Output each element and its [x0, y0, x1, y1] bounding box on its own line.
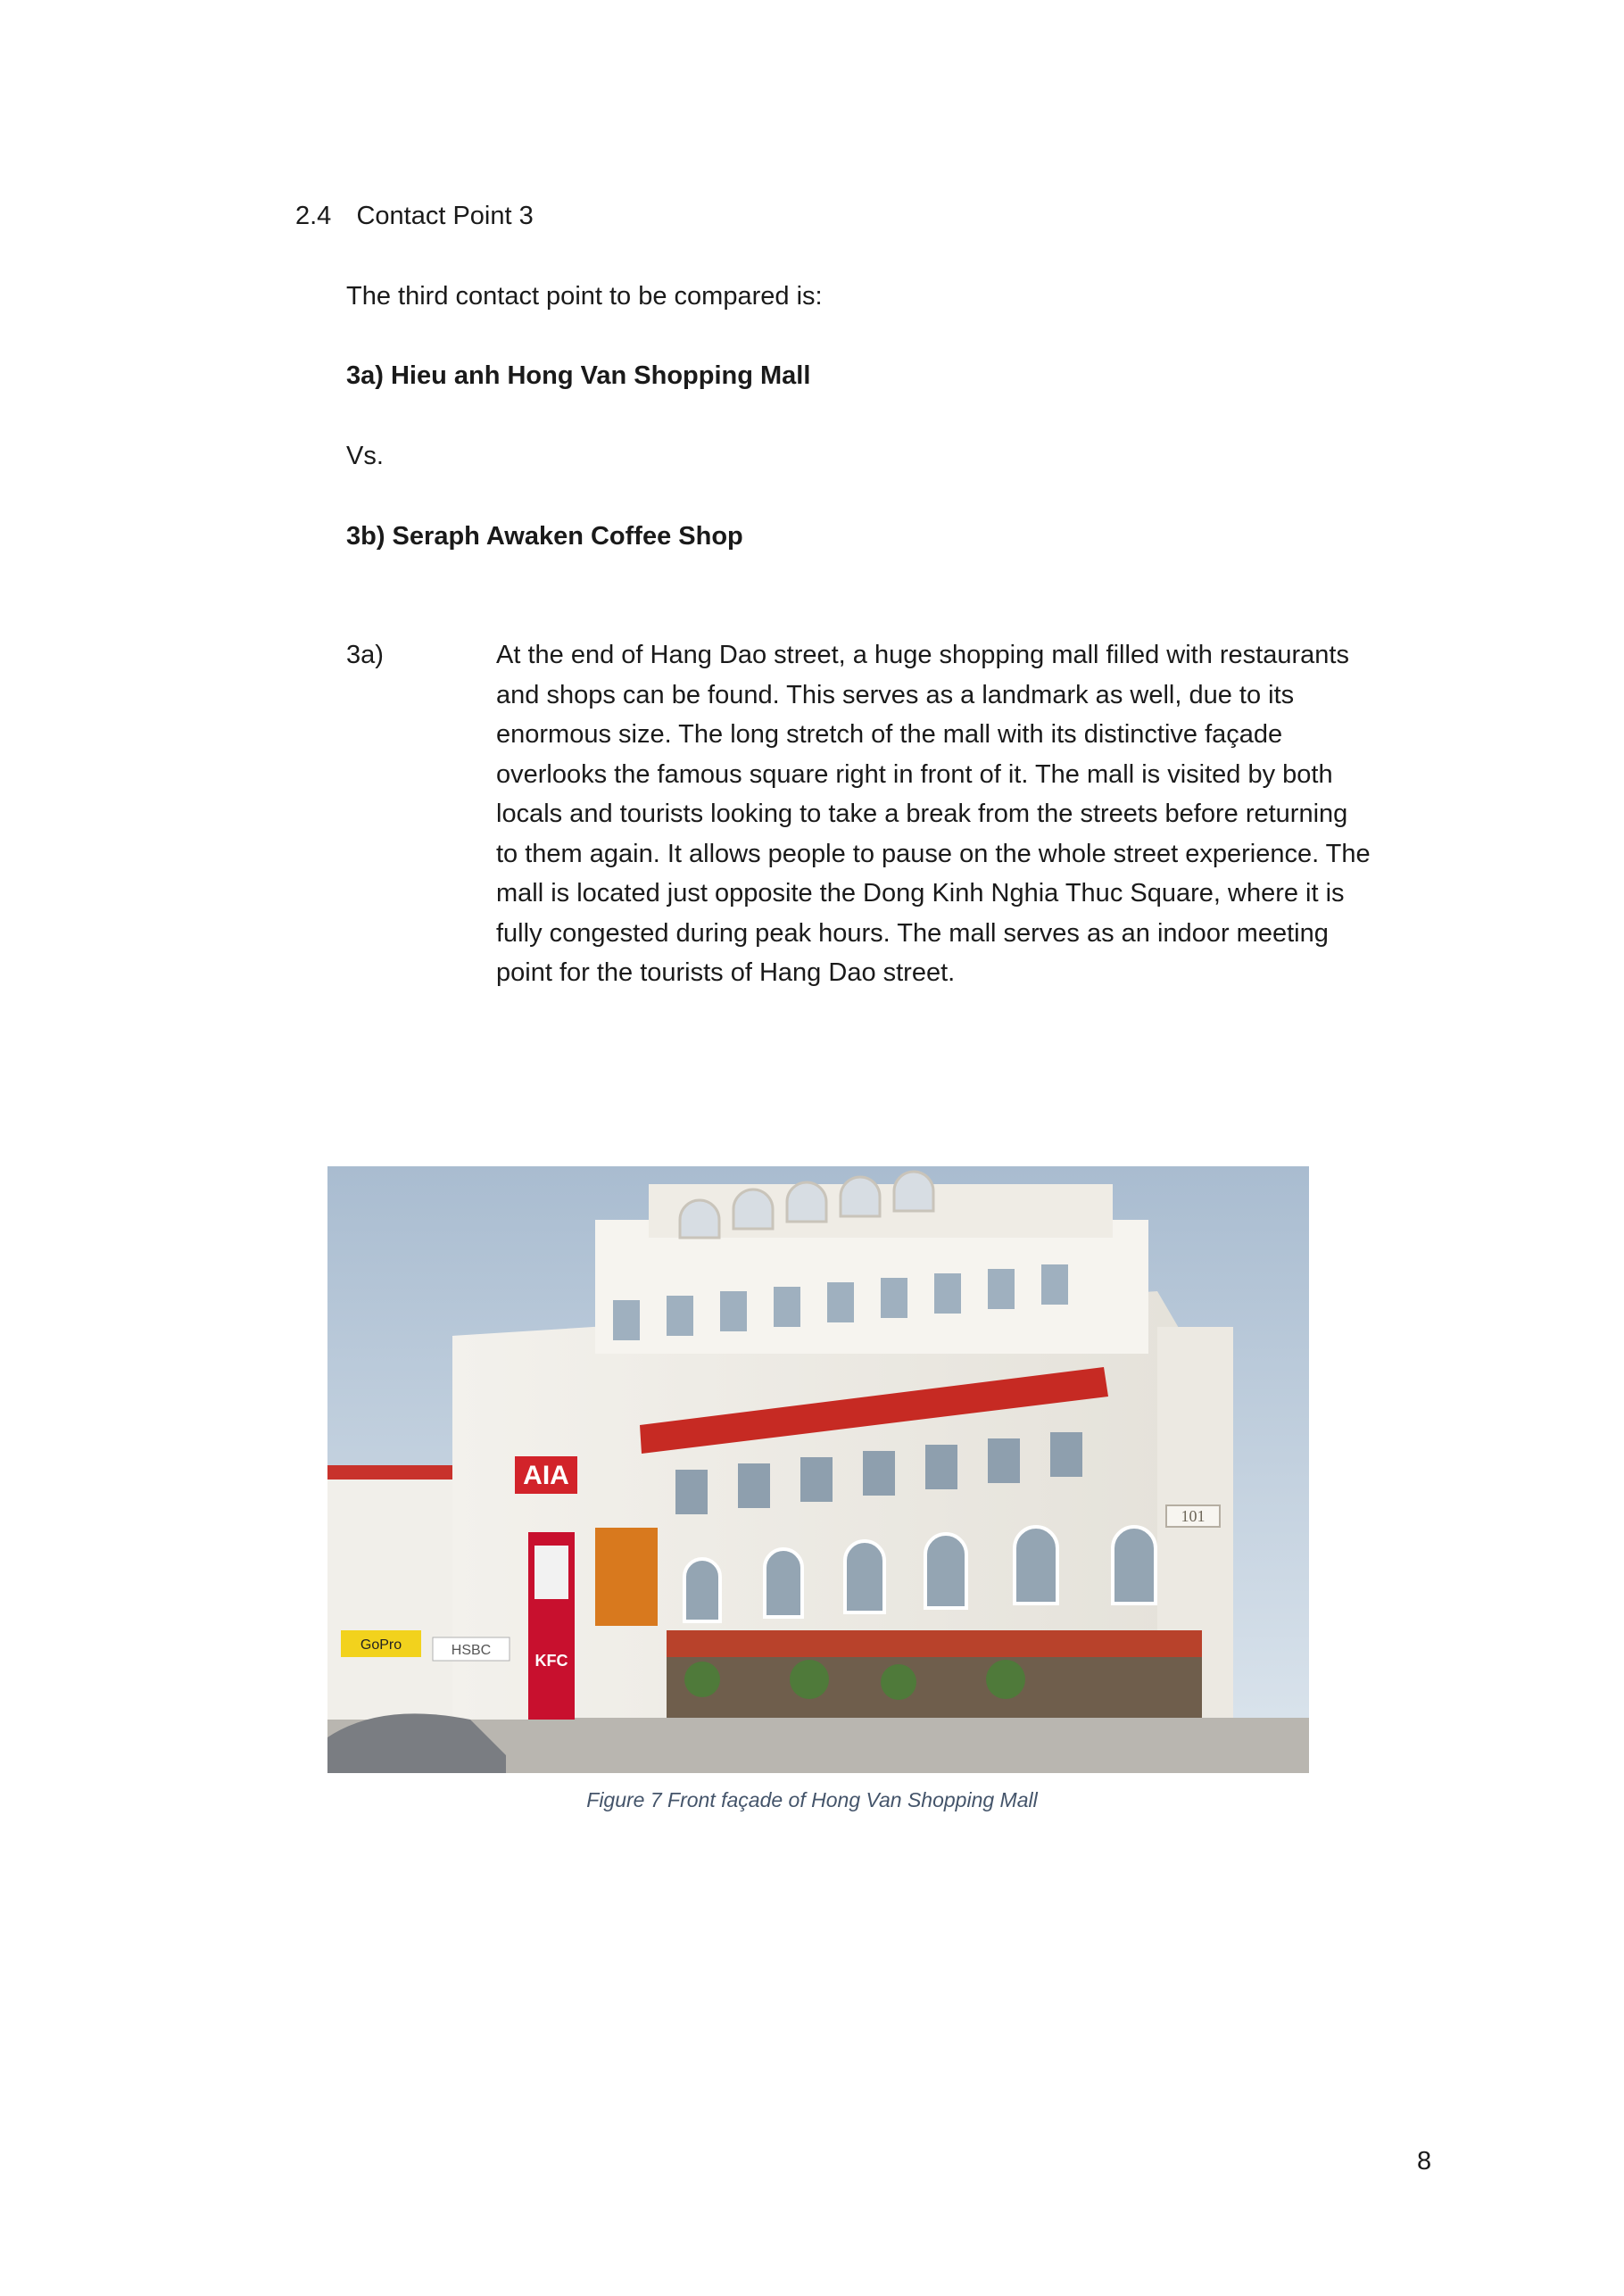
hsbc-sign-text: HSBC: [451, 1643, 492, 1658]
awnings: [667, 1630, 1202, 1657]
intro-text: The third contact point to be compared is:: [346, 282, 823, 311]
paragraph-line: mall is located just opposite the Dong Kinh Nghia Thuc Square, where it is: [496, 879, 1345, 908]
paragraph-line: locals and tourists looking to take a break from the streets before returning: [496, 800, 1348, 828]
aia-sign-text: AIA: [523, 1461, 569, 1490]
paragraph-label: 3a): [346, 641, 384, 669]
option-b-heading: 3b) Seraph Awaken Coffee Shop: [346, 522, 743, 551]
section-title: Contact Point 3: [356, 202, 534, 230]
versus-text: Vs.: [346, 442, 384, 470]
section-heading: [295, 196, 534, 236]
option-a-heading: 3a) Hieu anh Hong Van Shopping Mall: [346, 361, 811, 390]
page-number: 8: [1417, 2147, 1432, 2176]
gopro-sign-text: GoPro: [360, 1637, 402, 1653]
paragraph-line: overlooks the famous square right in front of it. The mall is visited by both: [496, 759, 1333, 789]
paragraph-line: to them again. It allows people to pause on the whole street experience. The: [496, 839, 1371, 868]
section-number: 2.4: [295, 202, 332, 230]
paragraph-line: enormous size. The long stretch of the mall with its distinctive façade: [496, 720, 1283, 749]
paragraph-line: fully congested during peak hours. The mall serves as an indoor meeting: [496, 918, 1329, 948]
paragraph-body: [496, 635, 1460, 993]
kfc-sign-text: KFC: [534, 1652, 568, 1670]
paragraph-line: At the end of Hang Dao street, a huge shopping mall filled with restaurants: [496, 641, 1349, 669]
number-sign: 101: [1181, 1507, 1206, 1525]
mall-photo: [327, 1166, 1309, 1773]
advert-board: [595, 1528, 658, 1626]
figure-caption: Figure 7 Front façade of Hong Van Shopping Mall: [586, 1788, 1038, 1811]
mall-facade-illustration: [327, 1166, 1309, 1773]
paragraph-line: point for the tourists of Hang Dao street.: [496, 958, 956, 987]
paragraph-line: and shops can be found. This serves as a landmark as well, due to its: [496, 680, 1295, 709]
